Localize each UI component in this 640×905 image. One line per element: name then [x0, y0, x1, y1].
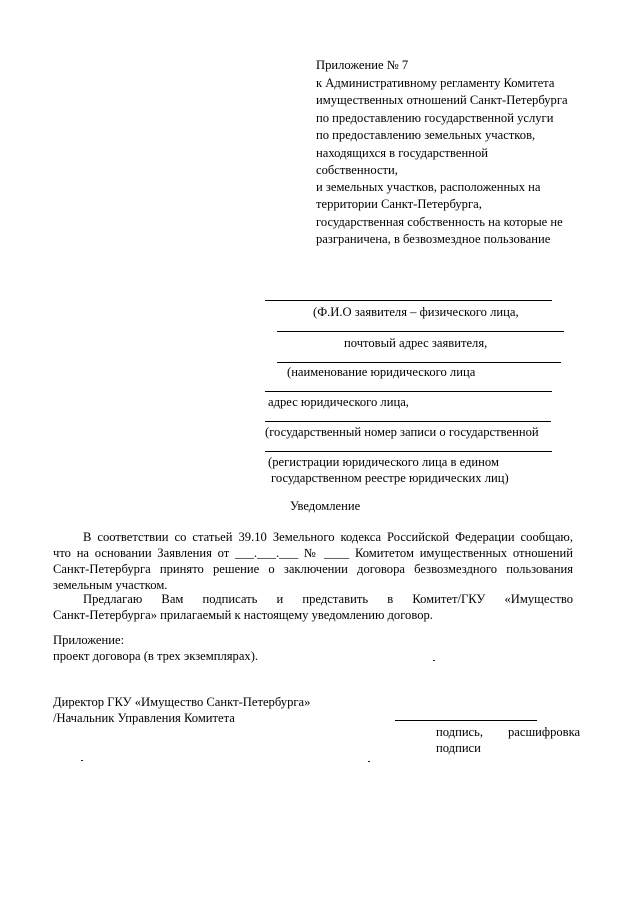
- notice-paragraph-1: [53, 529, 573, 593]
- org-name-caption: (наименование юридического лица: [287, 365, 476, 379]
- registration-caption-2: государственном реестре юридических лиц): [271, 471, 509, 485]
- appendix-line: к Административному регламенту Комитета: [316, 76, 555, 90]
- appendix-line: и земельных участков, расположенных на: [316, 180, 541, 194]
- appendix-line: территории Санкт-Петербурга,: [316, 197, 482, 211]
- registration-caption-1: (регистрации юридического лица в едином: [268, 455, 499, 469]
- appendix-line: государственная собственность на которые не: [316, 215, 563, 229]
- signature-line: [395, 720, 537, 721]
- decode-caption: расшифровка: [508, 725, 581, 739]
- appendix-line: разграничена, в безвозмездное пользование: [316, 232, 551, 246]
- reg-number-caption: (государственный номер записи о государственной: [265, 425, 539, 439]
- decode-caption-2: подписи: [436, 741, 481, 755]
- signature-caption: подпись,: [436, 725, 484, 739]
- appendix-line: по предоставлению земельных участков,: [316, 128, 536, 142]
- notice-text-line: земельным участком.: [53, 578, 168, 592]
- notice-text-line: что на основании Заявления от ___.___.___ № ____ Комитетом имущественных отношений: [53, 546, 573, 560]
- notice-paragraph-2: [53, 591, 573, 623]
- org-address-caption: адрес юридического лица,: [268, 395, 409, 409]
- blank-line-registration: [265, 451, 552, 452]
- appendix-line: собственности,: [316, 163, 398, 177]
- blank-line-org-address: [265, 391, 552, 392]
- notice-text-line: Санкт-Петербурга принято решение о заключении договора безвозмездного пользования: [53, 562, 573, 576]
- appendix-line: по предоставлению государственной услуги: [316, 111, 554, 125]
- attachment-item: проект договора (в трех экземплярах).: [53, 649, 259, 663]
- notice-text-line: В соответствии со статьей 39.10 Земельного кодекса Российской Федерации сообщаю,: [83, 530, 573, 544]
- signatory-title-1: Директор ГКУ «Имущество Санкт-Петербурга»: [53, 695, 311, 709]
- scan-speck: [433, 660, 435, 661]
- signatory-title-2: /Начальник Управления Комитета: [53, 711, 235, 725]
- notice-text-line: Предлагаю Вам подписать и представить в Комитет/ГКУ «Имущество: [83, 592, 573, 606]
- fio-caption: (Ф.И.О заявителя – физического лица,: [313, 305, 519, 319]
- appendix-line: находящихся в государственной: [316, 146, 489, 160]
- postal-caption: почтовый адрес заявителя,: [344, 336, 488, 350]
- blank-line-postal: [277, 331, 564, 332]
- notice-heading: Уведомление: [290, 499, 361, 513]
- appendix-line: имущественных отношений Санкт-Петербурга: [316, 93, 568, 107]
- blank-line-reg-number: [265, 421, 551, 422]
- scan-speck: [81, 760, 83, 761]
- scan-speck: [368, 761, 370, 762]
- blank-line-org-name: [277, 362, 561, 363]
- notice-text-line: Санкт-Петербурга» прилагаемый к настоящему уведомлению договор.: [53, 608, 433, 622]
- attachment-label: Приложение:: [53, 633, 125, 647]
- blank-line-fio: [265, 300, 552, 301]
- appendix-title: Приложение № 7: [316, 58, 409, 72]
